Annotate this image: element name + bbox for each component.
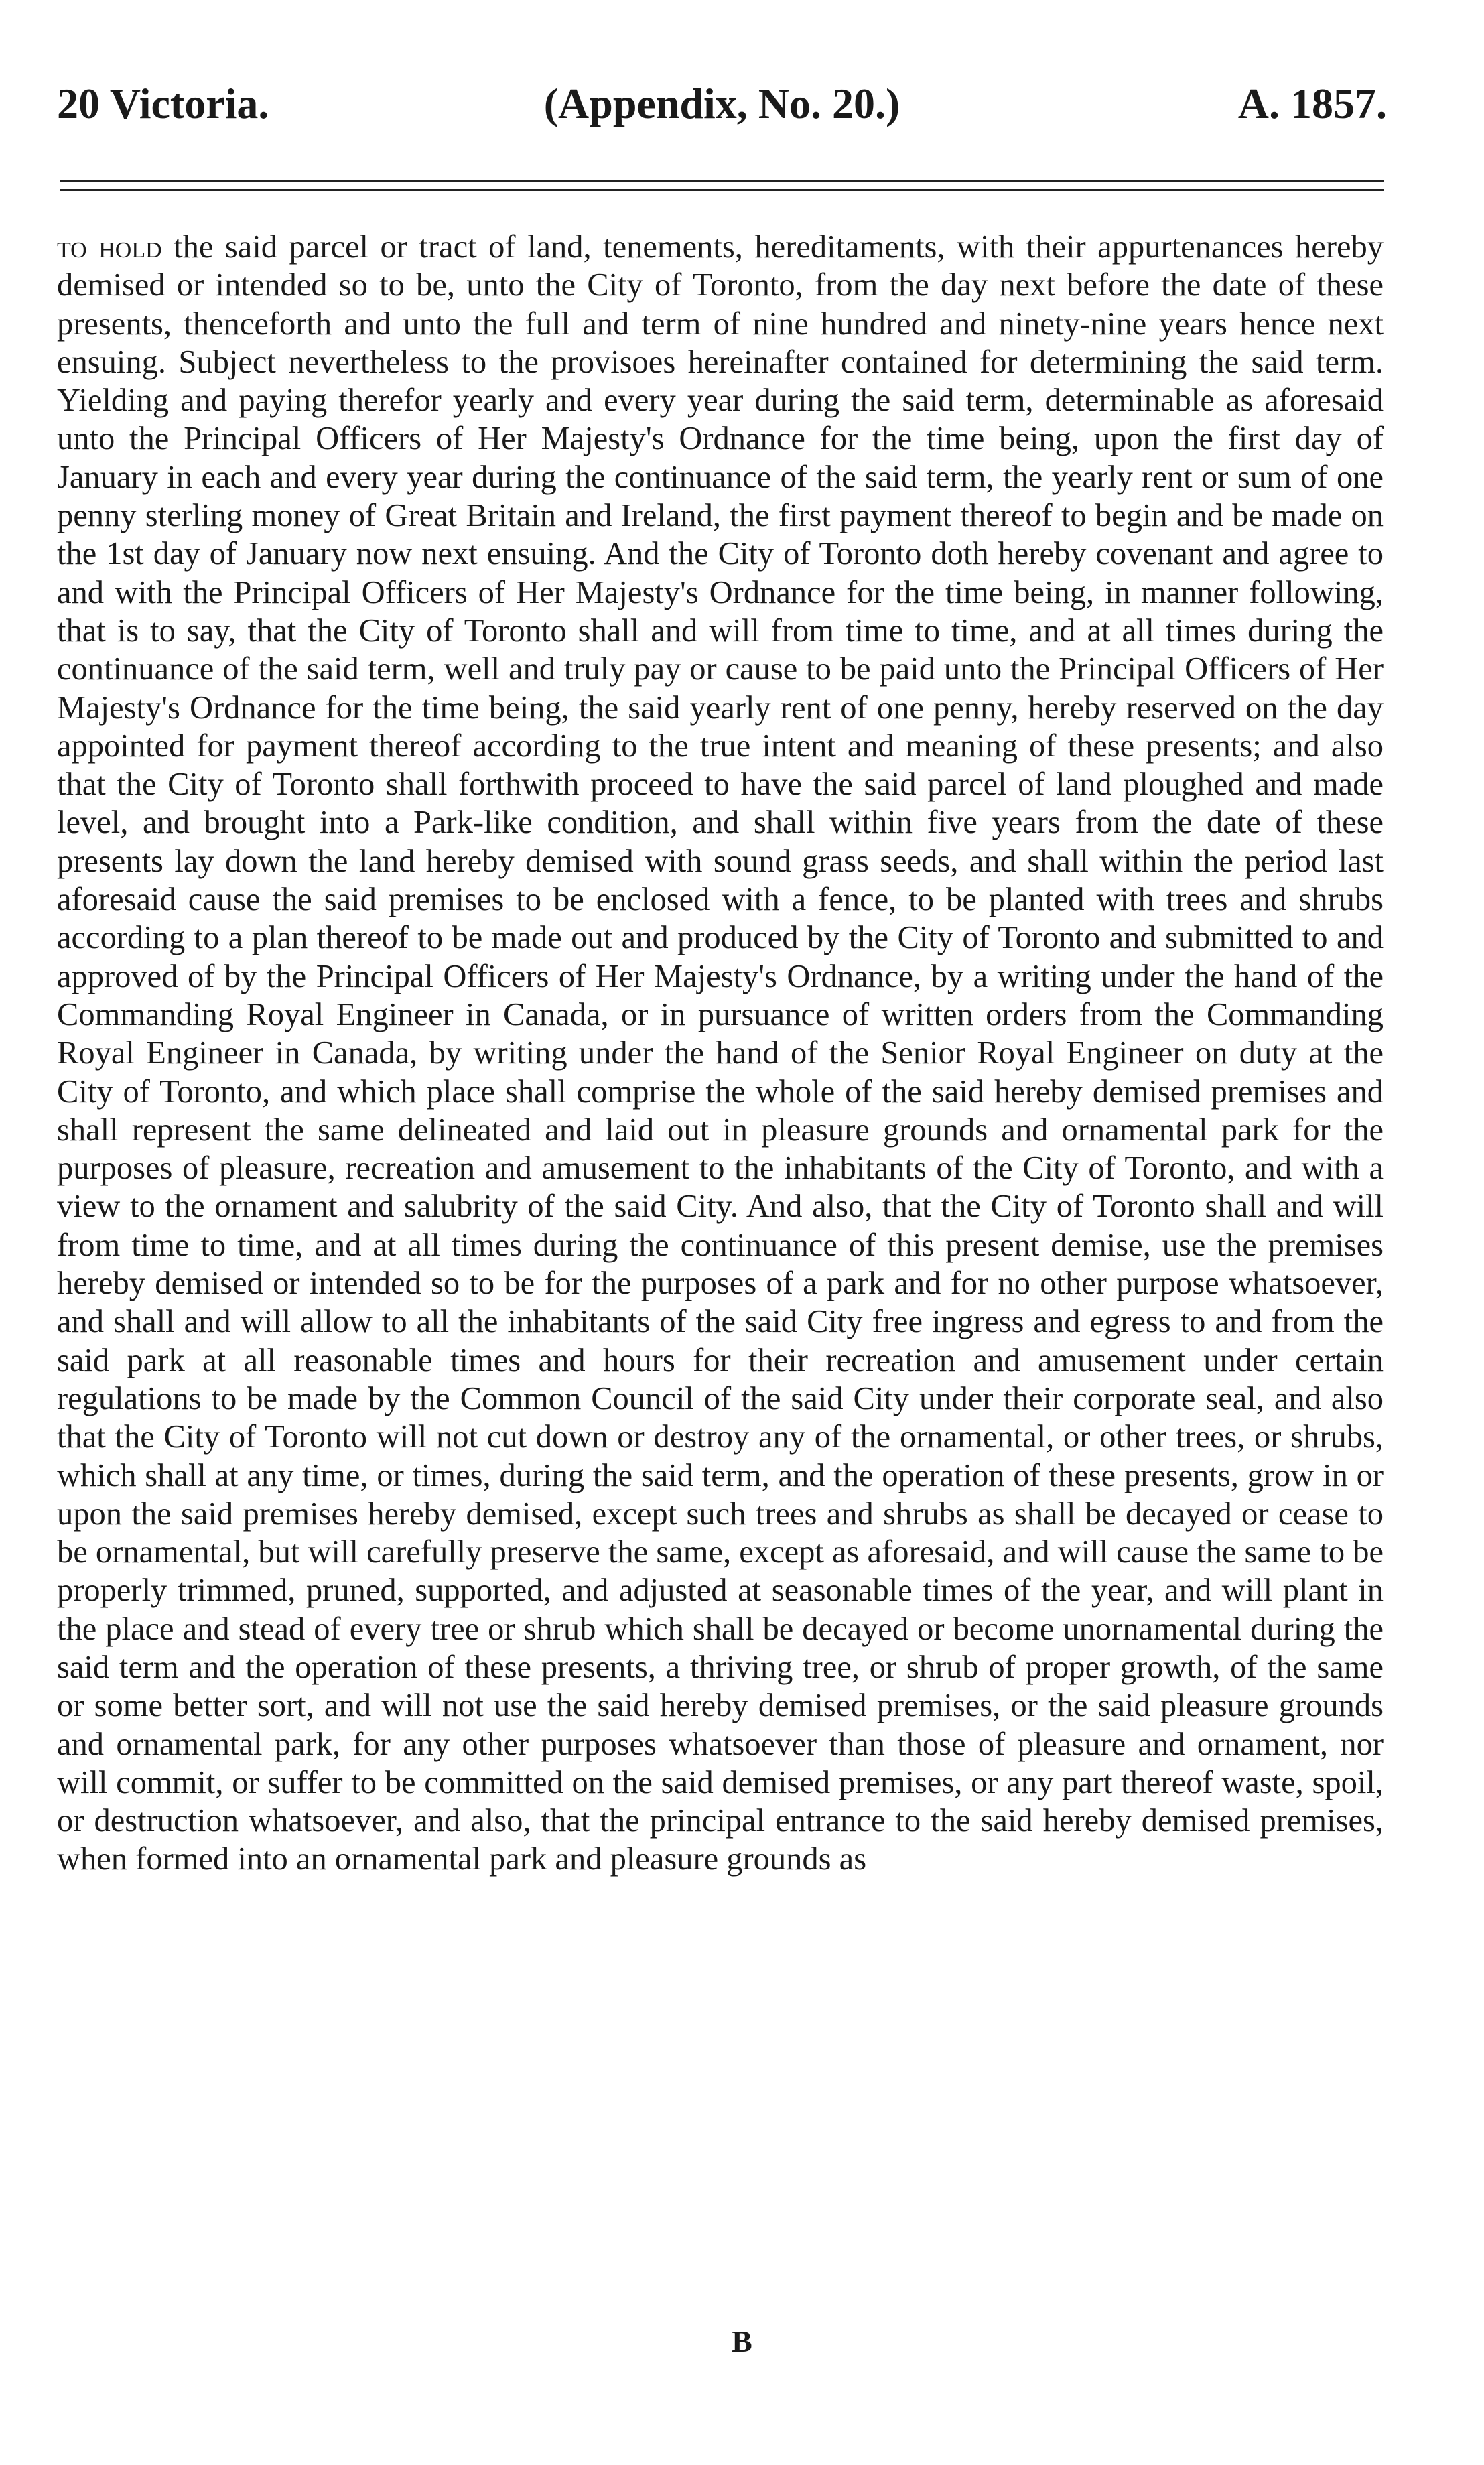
paragraph-text: the said parcel or tract of land, tenements, hereditaments, with their appurtenances hereby demised or intended so to be, unto the City of Toronto, from the day next before the date of these presents, thenceforth and unto the full and term of nine hundred and ninety-nine years hence next ensuing. Subject nevertheless to the provisoes hereinafter contained for determining the said term. Yielding and paying therefor yearly and every year during the said term, determinable as aforesaid unto the Principal Officers of Her Majesty's Ordnance for the time being, upon the first day of January in each and every year during the continuance of the said term, the yearly rent or sum of one penny sterling money of Great Britain and Ireland, the first payment thereof to begin and be made on the 1st day of January now next ensuing. And the City of Toronto doth hereby covenant and agree to and with the Principal Officers of Her Majesty's Ordnance for the time being, in manner following, that is to say, that the City of Toronto shall and will from time to time, and at all times during the continuance of the said term, well and truly pay or cause to be paid unto the Principal Officers of Her Majesty's Ordnance for the time being, the said yearly rent of one penny, hereby reserved on the day appointed for payment thereof according to the true intent and meaning of these presents; and also that the City of Toronto shall forthwith proceed to have the said parcel of land ploughed and made level, and brought into a Park-like condition, and shall within five years from the date of these presents lay down the land hereby demised with sound grass seeds, and shall within the period last aforesaid cause the said premises to be enclosed with a fence, to be planted with trees and shrubs according to a plan thereof to be made out and produced by the City of Toronto and submitted to and approved of by the Principal Officers of Her Majesty's Ordnance, by a writing under the hand of the Commanding Royal Engineer in Canada, or in pursuance of written orders from the Commanding Royal Engineer in Canada, by writing under the hand of the Senior Royal Engineer on duty at the City of Toronto, and which place shall comprise the whole of the said hereby demised premises and shall represent the same delineated and laid out in pleasure grounds and ornamental park for the purposes of pleasure, recreation and amusement to the inhabitants of the City of Toronto, and with a view to the ornament and salubrity of the said City. And also, that the City of Toronto shall and will from time to time, and at all times during the continuance of this present demise, use the premises hereby demised or intended so to be for the purposes of a park and for no other purpose whatsoever, and shall and will allow to all the inhabitants of the said City free ingress and egress to and from the said park at all reasonable times and hours for their recreation and amusement under certain regulations to be made by the Common Council of the said City under their corporate seal, and also that the City of Toronto will not cut down or destroy any of the ornamental, or other trees, or shrubs, which shall at any time, or times, during the said term, and the operation of these presents, grow in or upon the said premises hereby demised, except such trees and shrubs as shall be decayed or cease to be ornamental, but will carefully preserve the same, except as aforesaid, and will cause the same to be properly trimmed, pruned, supported, and adjusted at seasonable times of the year, and will plant in the place and stead of every tree or shrub which shall be decayed or become unornamental during the said term and the operation of these presents, a thriving tree, or shrub of proper growth, of the same or some better sort, and will not use the said hereby demised premises, or the said pleasure grounds and ornamental park, for any other purposes whatsoever than those of pleasure and ornament, nor will commit, or suffer to be committed on the said demised premises, or any part thereof waste, spoil, or destruction whatsoever, and also, that the principal entrance to the said hereby demised premises, when formed into an ornamental park and pleasure grounds as [57, 229, 1384, 1877]
paragraph-lead-words: to hold [57, 229, 162, 265]
header-regnal-year: 20 Victoria. [57, 80, 269, 127]
header-year: A. 1857. [1237, 80, 1387, 127]
header-rule-bottom [60, 189, 1384, 191]
signature-mark: B [732, 2324, 752, 2358]
header-appendix-number: (Appendix, No. 20.) [543, 80, 900, 127]
header-rule-top [60, 180, 1384, 182]
body-paragraph [57, 228, 1384, 1879]
running-header [57, 74, 1387, 134]
